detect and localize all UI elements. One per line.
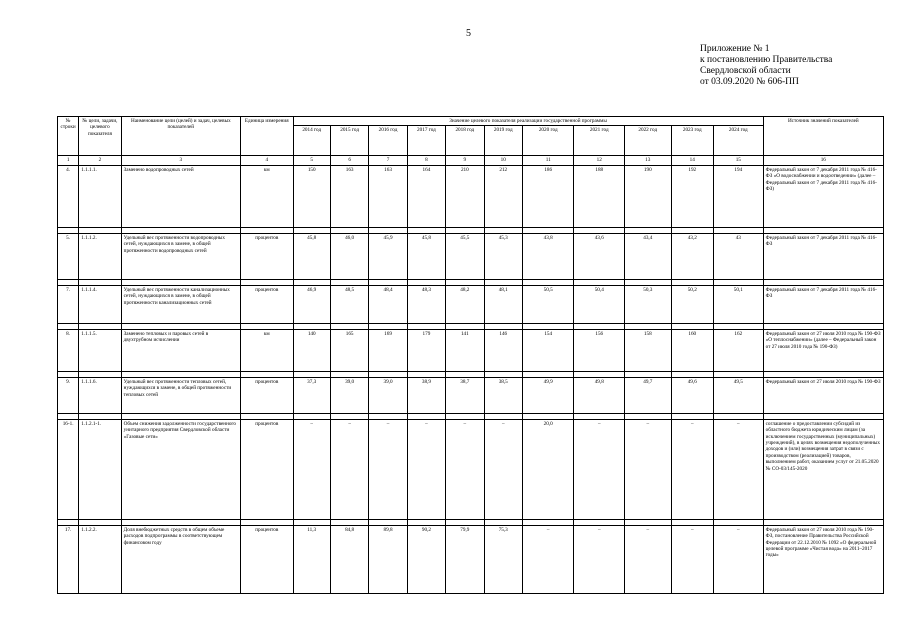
value-cell: 49,8 bbox=[574, 377, 625, 413]
value-cell: 190 bbox=[625, 165, 672, 227]
indicator-name: Доля внебюджетных средств в общем объеме расходов подпрограммы в соответствующем финансовом году bbox=[121, 525, 240, 593]
unit-cell: процентов bbox=[240, 419, 293, 519]
header-name: Наименование цели (целей) и задач, целевых показателей bbox=[121, 117, 240, 156]
table-row bbox=[58, 233, 884, 279]
value-cell: 154 bbox=[522, 329, 574, 371]
value-cell: 165 bbox=[330, 329, 368, 371]
indicator-name: Объем снижения задолженности государственного унитарного предприятия Свердловской области «Газовые сети» bbox=[121, 419, 240, 519]
row-number: 8. bbox=[58, 329, 79, 371]
table-row bbox=[58, 165, 884, 227]
value-cell: 140 bbox=[293, 329, 330, 371]
value-cell: 89,8 bbox=[369, 525, 407, 593]
header-year: 2019 год bbox=[484, 126, 522, 156]
unit-cell: процентов bbox=[240, 285, 293, 323]
value-cell: – bbox=[713, 419, 763, 519]
header-year: 2015 год bbox=[330, 126, 368, 156]
value-cell: – bbox=[671, 419, 713, 519]
goal-code: 1.1.2.1-1. bbox=[79, 419, 121, 519]
value-cell: 45,9 bbox=[369, 233, 407, 279]
column-number: 15 bbox=[713, 156, 763, 165]
column-number: 10 bbox=[484, 156, 522, 165]
unit-cell: км bbox=[240, 329, 293, 371]
value-cell: – bbox=[574, 419, 625, 519]
value-cell: 49,6 bbox=[671, 377, 713, 413]
indicator-name: Удельный вес протяженности тепловых сетей, нуждающихся в замене, в общей протяженности тепловых сетей bbox=[121, 377, 240, 413]
value-cell: 84,8 bbox=[330, 525, 368, 593]
header-year: 2022 год bbox=[625, 126, 672, 156]
header-source: Источник значений показателей bbox=[763, 117, 883, 156]
value-cell: 38,5 bbox=[484, 377, 522, 413]
unit-cell: км bbox=[240, 165, 293, 227]
value-cell: – bbox=[446, 419, 484, 519]
value-cell: 48,1 bbox=[484, 285, 522, 323]
column-number: 1 bbox=[58, 156, 79, 165]
value-cell: 38,9 bbox=[407, 377, 445, 413]
indicator-name: Удельный вес протяженности водопроводных сетей, нуждающихся в замене, в общей протяженности водопроводных сетей bbox=[121, 233, 240, 279]
value-cell: 39,0 bbox=[330, 377, 368, 413]
value-cell: 37,3 bbox=[293, 377, 330, 413]
value-cell: 210 bbox=[446, 165, 484, 227]
value-cell: 50,2 bbox=[671, 285, 713, 323]
value-cell: 75,3 bbox=[484, 525, 522, 593]
value-cell: 50,1 bbox=[713, 285, 763, 323]
source-cell: Федеральный закон от 27 июля 2010 года № 190-ФЗ, постановление Правительства Российской Федерации от 22.12.2010 № 1092 «О федеральной целевой программе «Чистая вода» на 2011–2017 годы» bbox=[763, 525, 883, 593]
value-cell: 45,5 bbox=[446, 233, 484, 279]
value-cell: 186 bbox=[522, 165, 574, 227]
value-cell: – bbox=[713, 525, 763, 593]
source-cell: Федеральный закон от 27 июля 2010 года № 190-ФЗ «О теплоснабжении» (далее – Федеральный закон от 27 июля 2010 года № 190-ФЗ) bbox=[763, 329, 883, 371]
value-cell: – bbox=[330, 419, 368, 519]
value-cell: 90,2 bbox=[407, 525, 445, 593]
table-row bbox=[58, 525, 884, 593]
value-cell: – bbox=[522, 525, 574, 593]
value-cell: 43,8 bbox=[522, 233, 574, 279]
unit-cell: процентов bbox=[240, 377, 293, 413]
unit-cell: процентов bbox=[240, 525, 293, 593]
value-cell: – bbox=[407, 419, 445, 519]
column-number: 13 bbox=[625, 156, 672, 165]
source-cell: Федеральный закон от 7 декабря 2011 года № 416-ФЗ bbox=[763, 233, 883, 279]
value-cell: 164 bbox=[407, 165, 445, 227]
value-cell: – bbox=[671, 525, 713, 593]
column-number: 4 bbox=[240, 156, 293, 165]
column-number: 2 bbox=[79, 156, 121, 165]
goal-code: 1.1.1.6. bbox=[79, 377, 121, 413]
value-cell: 163 bbox=[330, 165, 368, 227]
page-number: 5 bbox=[466, 28, 471, 39]
value-cell: 49,9 bbox=[522, 377, 574, 413]
indicator-name: Заменено тепловых и паровых сетей в двухтрубном исчислении bbox=[121, 329, 240, 371]
header-year: 2021 год bbox=[574, 126, 625, 156]
value-cell: 150 bbox=[293, 165, 330, 227]
value-cell: – bbox=[484, 419, 522, 519]
value-cell: 46,9 bbox=[293, 285, 330, 323]
value-cell: 11,3 bbox=[293, 525, 330, 593]
value-cell: 48,4 bbox=[369, 285, 407, 323]
row-number: 5. bbox=[58, 233, 79, 279]
value-cell: 50,3 bbox=[625, 285, 672, 323]
header-goal-no: № цели, задачи, целевого показателя bbox=[79, 117, 121, 156]
column-number: 6 bbox=[330, 156, 368, 165]
column-number: 3 bbox=[121, 156, 240, 165]
value-cell: 192 bbox=[671, 165, 713, 227]
appendix-line: от 03.09.2020 № 606-ПП bbox=[700, 77, 799, 87]
header-year: 2018 год bbox=[446, 126, 484, 156]
source-cell: Федеральный закон от 7 декабря 2011 года № 416-ФЗ bbox=[763, 285, 883, 323]
appendix-block bbox=[700, 44, 832, 88]
value-cell: 156 bbox=[574, 329, 625, 371]
column-number: 9 bbox=[446, 156, 484, 165]
source-cell: Федеральный закон от 7 декабря 2011 года № 416-ФЗ «О водоснабжении и водоотведении» (далее – Федеральный закон от 7 декабря 2011 года № 416-ФЗ) bbox=[763, 165, 883, 227]
value-cell: – bbox=[625, 419, 672, 519]
source-cell: Федеральный закон от 27 июля 2010 года № 190-ФЗ bbox=[763, 377, 883, 413]
goal-code: 1.1.1.5. bbox=[79, 329, 121, 371]
value-cell: 158 bbox=[625, 329, 672, 371]
appendix-line: Свердловской области bbox=[700, 66, 791, 76]
value-cell: 43 bbox=[713, 233, 763, 279]
value-cell: 43,4 bbox=[625, 233, 672, 279]
value-cell: 43,6 bbox=[574, 233, 625, 279]
value-cell: 212 bbox=[484, 165, 522, 227]
value-cell: 39,0 bbox=[369, 377, 407, 413]
goal-code: 1.1.1.2. bbox=[79, 233, 121, 279]
value-cell: 43,2 bbox=[671, 233, 713, 279]
value-cell: – bbox=[369, 419, 407, 519]
header-year: 2020 год bbox=[522, 126, 574, 156]
unit-cell: процентов bbox=[240, 233, 293, 279]
value-cell: – bbox=[574, 525, 625, 593]
row-number: 4. bbox=[58, 165, 79, 227]
value-cell: 45,3 bbox=[484, 233, 522, 279]
value-cell: 48,2 bbox=[446, 285, 484, 323]
value-cell: 163 bbox=[369, 165, 407, 227]
indicator-name: Удельный вес протяженности канализационных сетей, нуждающихся в замене, в общей протяженности канализационных сетей bbox=[121, 285, 240, 323]
goal-code: 1.1.2.2. bbox=[79, 525, 121, 593]
value-cell: – bbox=[625, 525, 672, 593]
column-number: 14 bbox=[671, 156, 713, 165]
indicator-name: Заменено водопроводных сетей bbox=[121, 165, 240, 227]
value-cell: 188 bbox=[574, 165, 625, 227]
header-year: 2016 год bbox=[369, 126, 407, 156]
value-cell: 49,5 bbox=[713, 377, 763, 413]
value-cell: 141 bbox=[446, 329, 484, 371]
column-number: 16 bbox=[763, 156, 883, 165]
header-values-group: Значение целевого показателя реализации государственной программы bbox=[293, 117, 763, 126]
value-cell: 79,9 bbox=[446, 525, 484, 593]
row-number: 16-1. bbox=[58, 419, 79, 519]
header-unit: Единица измерения bbox=[240, 117, 293, 156]
source-cell: соглашение о предоставлении субсидий из областного бюджета юридическим лицам (за исключением государственных (муниципальных) учреждений), в целях возмещения недополученных доходов и (или) возмещения затрат в связи с производством (реализацией) товаров, выполнением работ, оказанием услуг от 21.05.2020 № СО-03/145-2020 bbox=[763, 419, 883, 519]
column-number: 11 bbox=[522, 156, 574, 165]
column-number: 8 bbox=[407, 156, 445, 165]
goal-code: 1.1.1.1. bbox=[79, 165, 121, 227]
value-cell: 179 bbox=[407, 329, 445, 371]
value-cell: 162 bbox=[713, 329, 763, 371]
value-cell: – bbox=[293, 419, 330, 519]
header-year: 2017 год bbox=[407, 126, 445, 156]
value-cell: 50,5 bbox=[522, 285, 574, 323]
row-number: 17. bbox=[58, 525, 79, 593]
value-cell: 20,0 bbox=[522, 419, 574, 519]
header-year: 2024 год bbox=[713, 126, 763, 156]
value-cell: 45,8 bbox=[293, 233, 330, 279]
table-row bbox=[58, 377, 884, 413]
table-row bbox=[58, 285, 884, 323]
column-number: 5 bbox=[293, 156, 330, 165]
header-year: 2023 год bbox=[671, 126, 713, 156]
header-year: 2014 год bbox=[293, 126, 330, 156]
header-row-no: № строки bbox=[58, 117, 79, 156]
appendix-line: Приложение № 1 bbox=[700, 44, 770, 54]
value-cell: 45,8 bbox=[407, 233, 445, 279]
value-cell: 169 bbox=[369, 329, 407, 371]
appendix-line: к постановлению Правительства bbox=[700, 55, 833, 65]
value-cell: 46,0 bbox=[330, 233, 368, 279]
value-cell: 38,7 bbox=[446, 377, 484, 413]
value-cell: 194 bbox=[713, 165, 763, 227]
column-number: 7 bbox=[369, 156, 407, 165]
row-number: 9. bbox=[58, 377, 79, 413]
indicators-table bbox=[57, 116, 884, 594]
goal-code: 1.1.1.4. bbox=[79, 285, 121, 323]
column-number: 12 bbox=[574, 156, 625, 165]
row-number: 7. bbox=[58, 285, 79, 323]
table-row bbox=[58, 329, 884, 371]
value-cell: 50,4 bbox=[574, 285, 625, 323]
value-cell: 48,3 bbox=[407, 285, 445, 323]
value-cell: 48,5 bbox=[330, 285, 368, 323]
value-cell: 146 bbox=[484, 329, 522, 371]
value-cell: 160 bbox=[671, 329, 713, 371]
value-cell: 49,7 bbox=[625, 377, 672, 413]
table-row bbox=[58, 419, 884, 519]
